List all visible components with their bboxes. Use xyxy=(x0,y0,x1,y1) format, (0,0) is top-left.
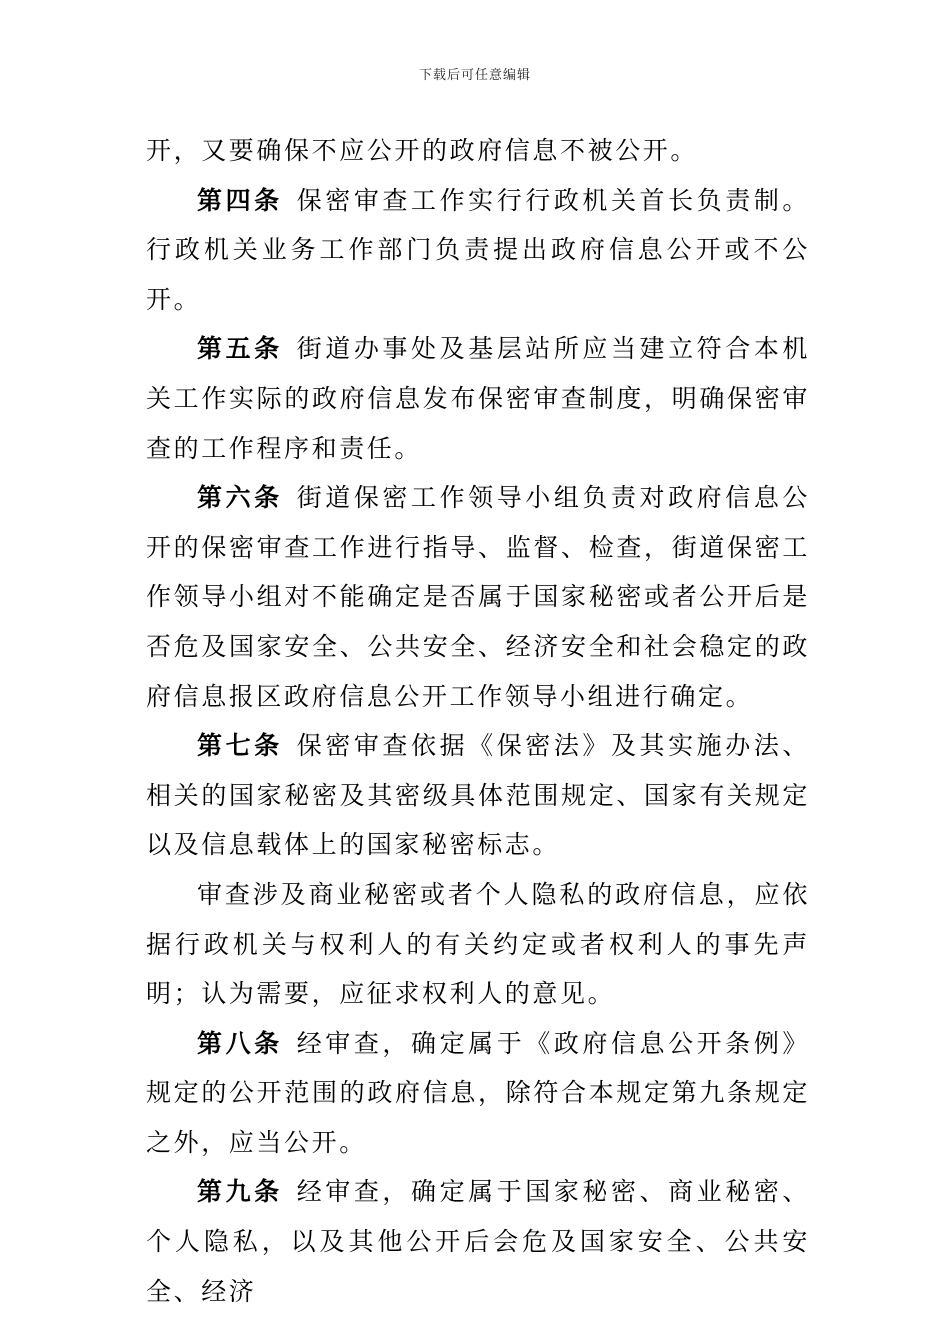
article-label: 第四条 xyxy=(197,185,283,215)
article-label: 第五条 xyxy=(197,334,283,364)
article-9 xyxy=(146,1167,810,1316)
article-label: 第七条 xyxy=(197,731,283,761)
article-label: 第六条 xyxy=(197,483,283,513)
paragraph-text: 街道办事处及基层站所应当建立符合本机关工作实际的政府信息发布保密审查制度，明确保密审查的工作程序和责任。 xyxy=(146,334,810,463)
article-4 xyxy=(146,176,810,325)
paragraph-text: 开，又要确保不应公开的政府信息不被公开。 xyxy=(146,136,699,165)
article-5 xyxy=(146,324,810,473)
page-header: 下载后可任意编辑 xyxy=(418,68,531,83)
paragraph-text: 保密审查工作实行行政机关首长负责制。行政机关业务工作部门负责提出政府信息公开或不公开。 xyxy=(146,185,810,314)
article-7 xyxy=(146,721,810,870)
paragraph-text: 街道保密工作领导小组负责对政府信息公开的保密审查工作进行指导、监督、检查，街道保密工作领导小组对不能确定是否属于国家秘密或者公开后是否危及国家安全、公共安全、经济安全和社会稳定的政府信息报区政府信息公开工作领导小组进行确定。 xyxy=(146,483,810,711)
article-8 xyxy=(146,1019,810,1168)
article-7-paragraph-2 xyxy=(146,870,810,1019)
paragraph-continuation xyxy=(146,126,810,176)
article-label: 第八条 xyxy=(197,1028,283,1058)
article-label: 第九条 xyxy=(197,1177,283,1207)
document-body xyxy=(146,126,810,1316)
paragraph-text: 保密审查依据《保密法》及其实施办法、相关的国家秘密及其密级具体范围规定、国家有关规定以及信息载体上的国家秘密标志。 xyxy=(146,731,810,860)
article-6 xyxy=(146,473,810,721)
paragraph-text: 经审查，确定属于《政府信息公开条例》规定的公开范围的政府信息，除符合本规定第九条规定之外，应当公开。 xyxy=(146,1028,810,1157)
paragraph-text: 审查涉及商业秘密或者个人隐私的政府信息，应依据行政机关与权利人的有关约定或者权利人的事先声明；认为需要，应征求权利人的意见。 xyxy=(146,879,810,1009)
paragraph-text: 经审查，确定属于国家秘密、商业秘密、个人隐私，以及其他公开后会危及国家安全、公共安全、经济 xyxy=(146,1177,810,1306)
